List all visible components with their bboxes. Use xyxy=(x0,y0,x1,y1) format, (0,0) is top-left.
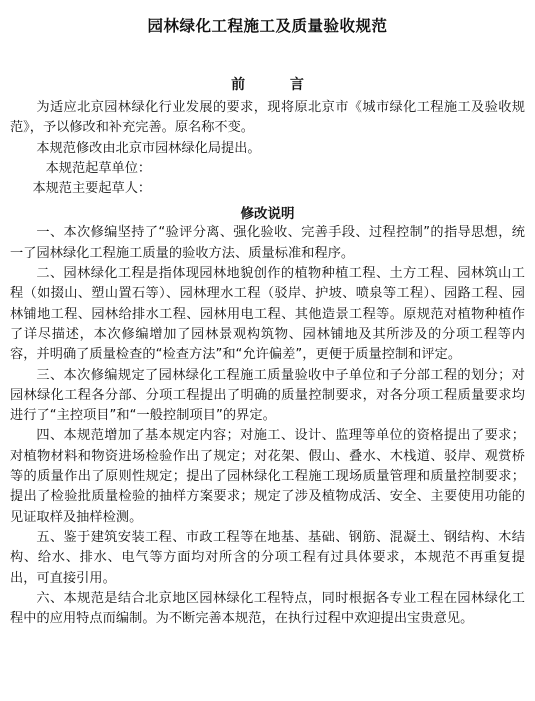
preface-drafting-unit: 本规范起草单位： xyxy=(45,160,152,176)
revision-item-6: 六、本规范是结合北京地区园林绿化工程特点，同时根据各专业工程在园林绿化工程中的应用特点而编制。为不断完善本规范，在执行过程中欢迎提出宝贵意见。 xyxy=(10,590,525,627)
revision-item-5: 五、鉴于建筑安装工程、市政工程等在地基、基础、钢筋、混凝土、钢结构、木结构、给水、排水、电气等方面均对所含的分项工程有过具体要求，本规范不再重复提出，可直接引用。 xyxy=(10,529,525,586)
revision-item-2: 二、园林绿化工程是指体现园林地貌创作的植物种植工程、土方工程、园林筑山工程（如掇山、塑山置石等）、园林理水工程（驳岸、护坡、喷泉等工程）、园路工程、园林铺地工程、园林给排水工程、园林用电工程、其他造景工程等。原规范对植物种植作了详尽描述，本次修编增加了园林景观构筑物、园林铺地及其所涉及的分项工程等内容，并明确了质量检查的“检查方法”和“允许偏差”，更便于质量控制和评定。 xyxy=(10,266,525,363)
revision-item-3: 三、本次修编规定了园林绿化工程施工质量验收中子单位和子分部工程的划分；对园林绿化工程各分部、分项工程提出了明确的质量控制要求，对各分项工程质量要求均进行了“主控项目”和“一般控制项目”的界定。 xyxy=(10,367,525,424)
revision-items xyxy=(10,223,525,629)
document-title: 园林绿化工程施工及质量验收规范 xyxy=(147,17,388,35)
revision-item-1: 一、本次修编坚持了“验评分离、强化验收、完善手段、过程控制”的指导思想，统一了园林绿化工程施工质量的验收方法、质量标准和程序。 xyxy=(10,225,525,261)
revision-item-4: 四、本规范增加了基本规定内容；对施工、设计、监理等单位的资格提出了要求；对植物材料和物资进场检验作出了规定；对花架、假山、叠水、木栈道、驳岸、观赏桥等的质量作出了原则性规定；提出了园林绿化工程施工现场质量管理和质量控制要求；提出了检验批质量检验的抽样方案要求；规定了涉及植物成活、安全、主要使用功能的见证取样及抽样检测。 xyxy=(10,428,525,525)
preface-heading: 前 言 xyxy=(231,77,304,93)
revision-heading: 修改说明 xyxy=(240,206,295,223)
preface-main-drafters: 本规范主要起草人： xyxy=(32,181,152,197)
preface-paragraph-2: 本规范修改由北京市园林绿化局提出。 xyxy=(36,140,261,156)
preface-paragraph-1: 为适应北京园林绿化行业发展的要求，现将原北京市《城市绿化工程施工及验收规范》，予以修改和补充完善。原名称不变。 xyxy=(10,100,525,136)
